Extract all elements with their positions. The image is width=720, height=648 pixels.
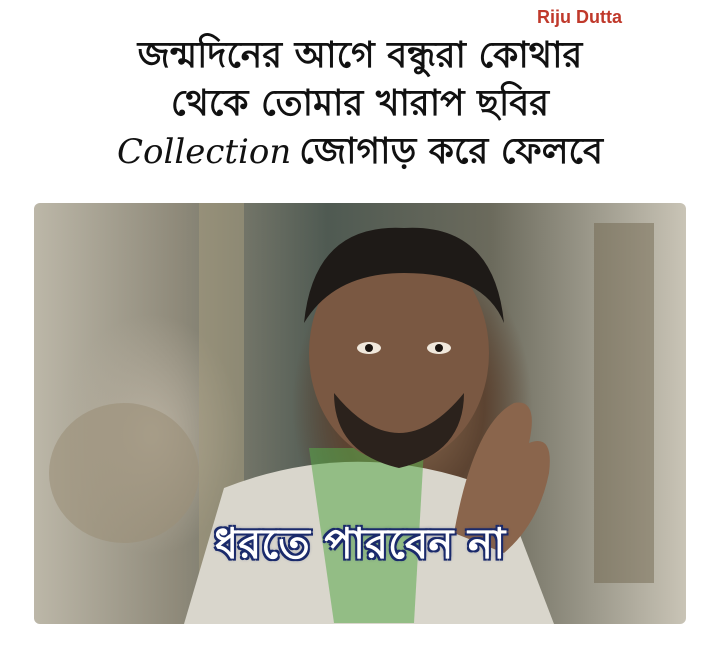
meme-caption [0,32,720,176]
subtitle-text: ধরতে পারবেন না [214,519,506,568]
caption-line-3-rest: জোগাড় করে ফেলবে [299,131,604,172]
caption-line-3 [0,128,720,176]
author-credit: Riju Dutta [537,7,622,27]
caption-line-1: জন্মদিনের আগে বন্ধুরা কোথার [137,35,583,76]
meme-photo [34,203,686,624]
caption-latin-word: Collection [116,132,292,172]
caption-line-2: থেকে তোমার খারাপ ছবির [170,83,550,124]
